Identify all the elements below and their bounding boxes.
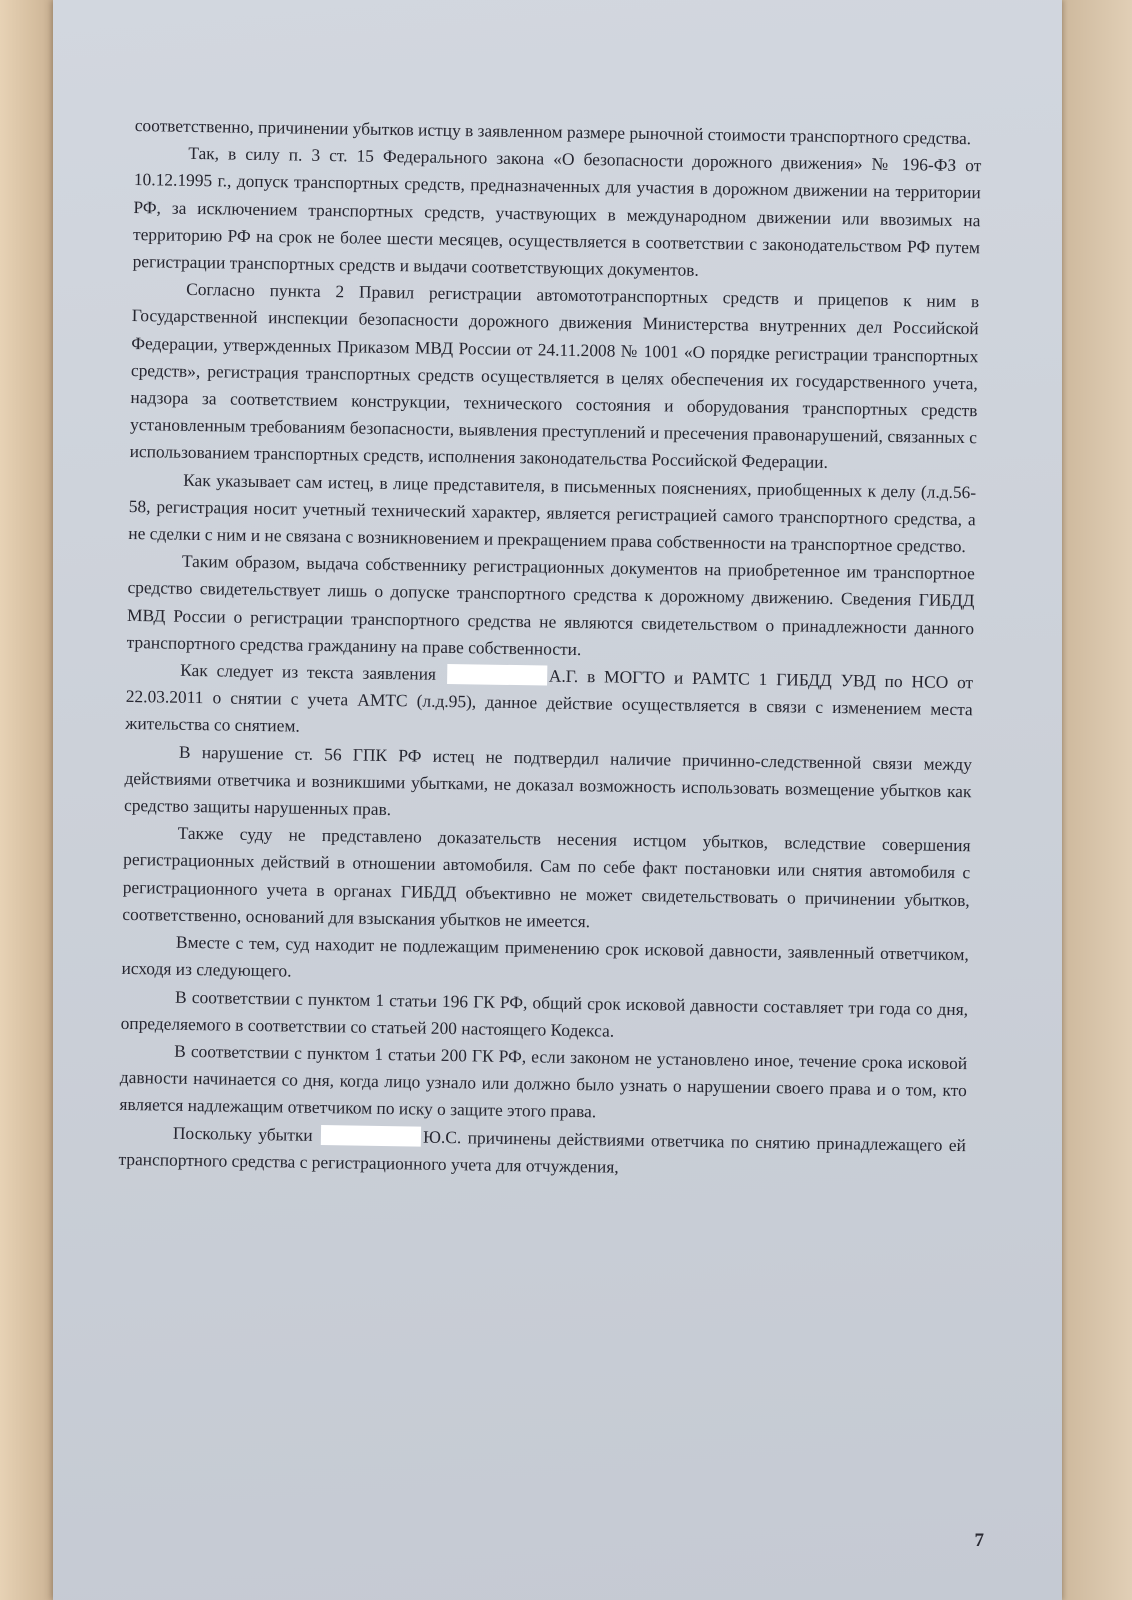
paragraph-text: Ю.С. причинены действиями ответчика по снятию принадлежащего ей транспортного средства с регистрационного учета для отчуждения,	[118, 1126, 967, 1177]
paragraph: В нарушение ст. 56 ГПК РФ истец не подтвердил наличие причинно-следственной связи между действиями ответчика и возникшими убытками, не доказал возможность использовать возмещение убытков как средство защиты нарушенных прав.	[123, 741, 973, 820]
paragraph	[125, 656, 973, 751]
background-left	[0, 0, 56, 1600]
paragraph: Вместе с тем, суд находит не подлежащим применению срок исковой давности, заявленный ответчиком, исходя из следующего.	[121, 931, 970, 981]
paragraph: Так, в силу п. 3 ст. 15 Федерального закона «О безопасности дорожного движения» № 196-ФЗ от 10.12.1995 г., допуск транспортных средств, предназначенных для участия в дорожном движении на территории РФ, за исключением транспортных средств, участвующих в международном движении или ввозимых на территорию РФ на срок не более шести месяцев, осуществляется в соответствии с законодательством РФ путем регистрации транспортных средств и выдачи соответствующих документов.	[132, 143, 982, 280]
paragraph: Как указывает сам истец, в лице представителя, в письменных пояснениях, приобщенных к делу (л.д.56-58, регистрация носит учетный технический характер, является регистрацией самого транспортного средства, а не сделки с ним и не связана с возникновением и прекращением права собственности на транспортное средство.	[128, 469, 977, 557]
redaction-box	[447, 664, 547, 686]
redaction-box	[321, 1125, 421, 1147]
paragraph: соответственно, причинении убытков истцу в заявленном размере рыночной стоимости транспортного средства.	[134, 114, 972, 149]
document-body	[118, 112, 982, 1186]
document-page	[53, 0, 1062, 1600]
paragraph: Таким образом, выдача собственнику регистрационных документов на приобретенное им транспортное средство свидетельствует лишь о допуске транспортного средства к дорожному движению. Сведения ГИБДД МВД России о регистрации транспортного средства не являются свидетельством о принадлежности данного транспортного средства гражданину на праве собственности.	[126, 551, 976, 659]
paragraph-text: Поскольку убытки	[172, 1122, 313, 1145]
paragraph-text: А.Г. в МОГТО и РАМТС 1 ГИБДД УВД по НСО от 22.03.2011 о снятии с учета АМТС (л.д.95), данное действие осуществляется в связи с изменением места жительства со снятием.	[125, 665, 974, 737]
paragraph: Согласно пункта 2 Правил регистрации автомототранспортных средств и прицепов к ним в Государственной инспекции безопасности дорожного движения Министерства внутренних дел Российской Федерации, утвержденных Приказом МВД России от 24.11.2008 № 1001 «О порядке регистрации транспортных средств», регистрация транспортных средств осуществляется в целях обеспечения их государственного учета, надзора за соответствием конструкции, технического состояния и оборудования транспортных средств установленным требованиям безопасности, выявления преступлений и пресечения правонарушений, связанных с использованием транспортных средств, исполнения законодательства Российской Федерации.	[129, 279, 980, 473]
paragraph: Также суду не представлено доказательств несения истцом убытков, вследствие совершения регистрационных действий в отношении автомобиля. Сам по себе факт постановки или снятия автомобиля с регистрационного учета в органах ГИБДД объективно не может свидетельствовать о причинении убытков, соответственно, оснований для взыскания убытков не имеется.	[122, 823, 971, 932]
paragraph-text: Как следует из текста заявления	[180, 659, 437, 684]
paragraph: В соответствии с пунктом 1 статьи 200 ГК РФ, если законом не установлено иное, течение срока исковой давности начинается со дня, когда лицо узнало или должно было узнать о нарушении своего права и о том, кто является надлежащим ответчиком по иску о защите этого права.	[119, 1040, 968, 1122]
page-number: 7	[974, 1530, 984, 1551]
background-right	[1060, 0, 1132, 1600]
paragraph: В соответствии с пунктом 1 статьи 196 ГК РФ, общий срок исковой давности составляет три года со дня, определяемого в соответствии со статьей 200 настоящего Кодекса.	[120, 986, 969, 1041]
